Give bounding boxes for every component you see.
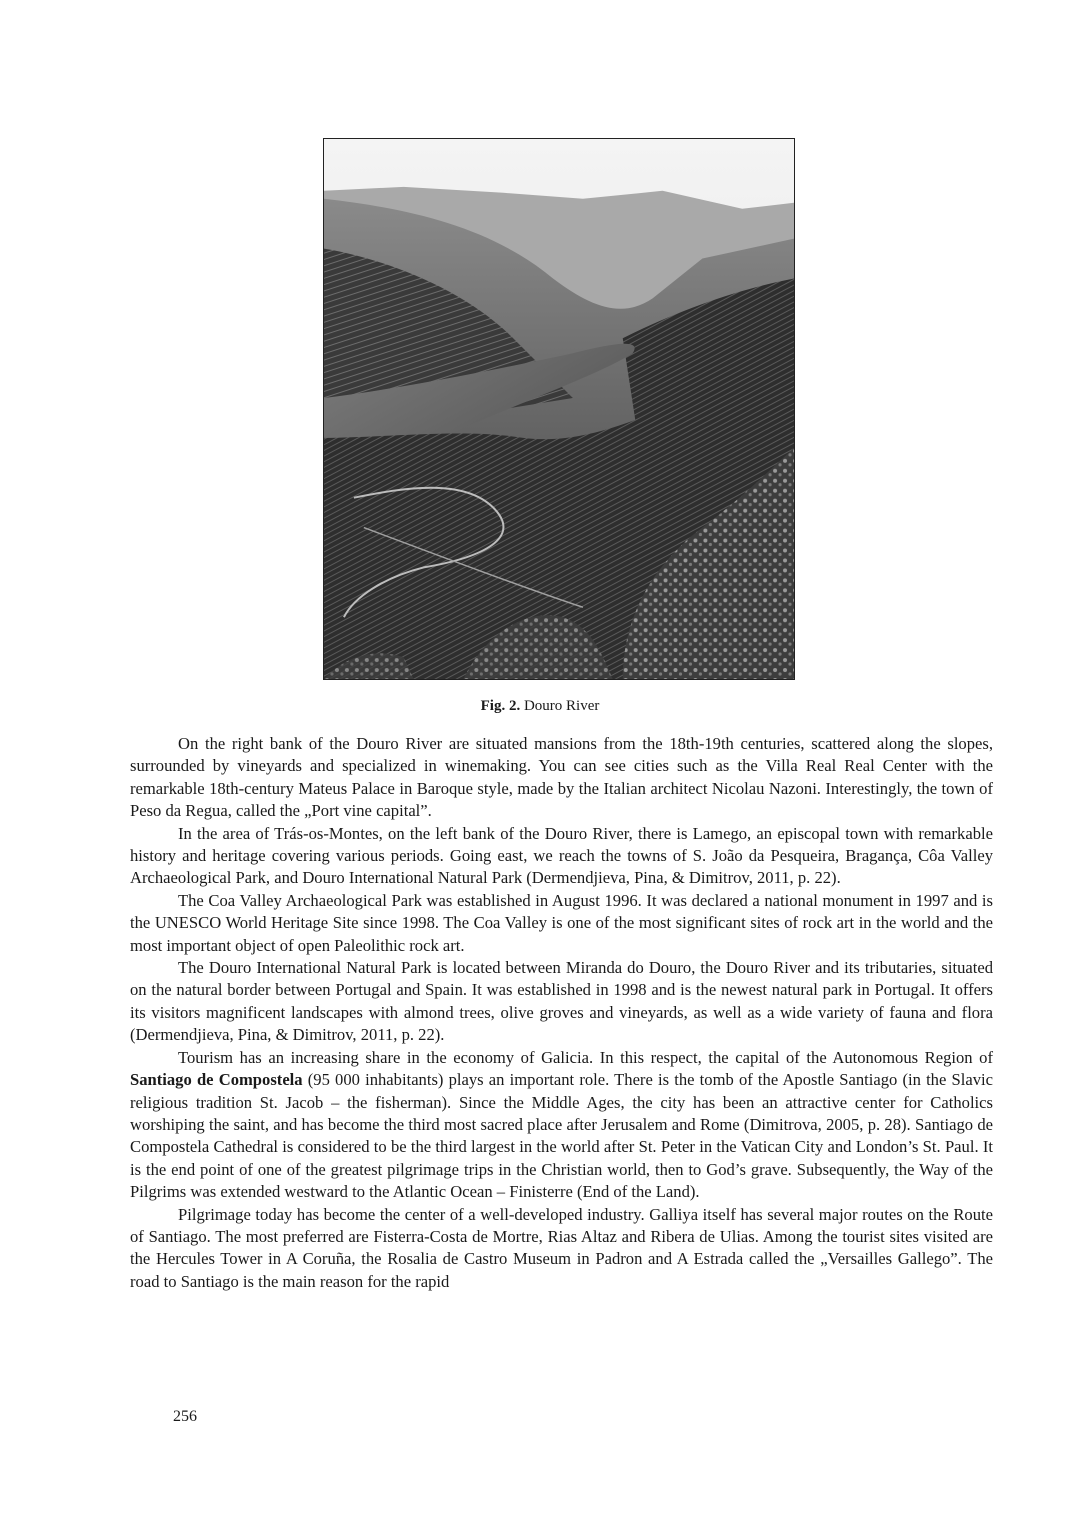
figure-caption: [0, 697, 1080, 715]
paragraph: Pilgrimage today has become the center of a well-developed industry. Galliya itself has several major routes on the Route of Santiago. The most preferred are Fisterra-Costa de Mortre, Rias Altaz and Ribera de Ulias. Among the tourist sites visited are the Hercules Tower in A Coruña, the Rosalia de Castro Museum in Padron and A Estrada called the „Versailles Gallego”. The road to Santiago is the main reason for the rapid: [130, 1204, 993, 1291]
article-body: [130, 733, 993, 1293]
figure-label: Fig. 2.: [480, 698, 521, 714]
douro-river-photo: [323, 138, 795, 680]
paragraph: The Douro International Natural Park is located between Miranda do Douro, the Douro River and its tributaries, situated on the natural border between Portugal and Spain. It was established in 1998 and is the newest natural park in Portugal. It offers its visitors magnificent landscapes with almond trees, olive groves and vineyards, as well as a wide variety of fauna and flora (Dermendjieva, Pina, & Dimitrov, 2011, p. 22).: [130, 958, 993, 1045]
douro-valley-illustration: [324, 139, 794, 679]
bold-place-name: Santiago de Compostela: [130, 1070, 303, 1090]
paragraph: The Coa Valley Archaeological Park was established in August 1996. It was declared a national monument in 1997 and is the UNESCO World Heritage Site since 1998. The Coa Valley is one of the most significant sites of rock art in the world and the most important object of open Paleolithic rock art.: [130, 890, 993, 955]
paragraph-galicia: [130, 1047, 993, 1204]
figure-title: Douro River: [523, 698, 600, 714]
paragraph-text: (95 000 inhabitants) plays an important role. There is the tomb of the Apostle Santiago (in the Slavic religious tradition St. Jacob – the fisherman). Since the Middle Ages, the city has been an attractive center for Catholics worshiping the saint, and has become the third most sacred place after Jerusalem and Rome (Dimitrova, 2005, p. 28). Santiago de Compostela Cathedral is considered to be the third largest in the world after St. Peter in the Vatican City and London’s St. Paul. It is the end point of one of the greatest pilgrimage trips in the Christian world, then to God’s grave. Subsequently, the Way of the Pilgrims was extended westward to the Atlantic Ocean – Finisterre (End of the Land).: [130, 1070, 993, 1202]
page-number: 256: [173, 1408, 197, 1425]
paragraph: In the area of Trás-os-Montes, on the left bank of the Douro River, there is Lamego, an episcopal town with remarkable history and heritage covering various periods. Going east, we reach the towns of S. João da Pesqueira, Bragança, Côa Valley Archaeological Park, and Douro International Natural Park (Dermendjieva, Pina, & Dimitrov, 2011, p. 22).: [130, 823, 993, 888]
paragraph-text: Tourism has an increasing share in the economy of Galicia. In this respect, the capital of the Autonomous Region of: [178, 1047, 993, 1067]
paragraph: On the right bank of the Douro River are situated mansions from the 18th-19th centuries, scattered along the slopes, surrounded by vineyards and specialized in winemaking. You can see cities such as the Villa Real Real Center with the remarkable 18th-century Mateus Palace in Baroque style, made by the Italian architect Nicolau Nazoni. Interestingly, the town of Peso da Regua, called the „Port vine capital”.: [130, 734, 993, 821]
